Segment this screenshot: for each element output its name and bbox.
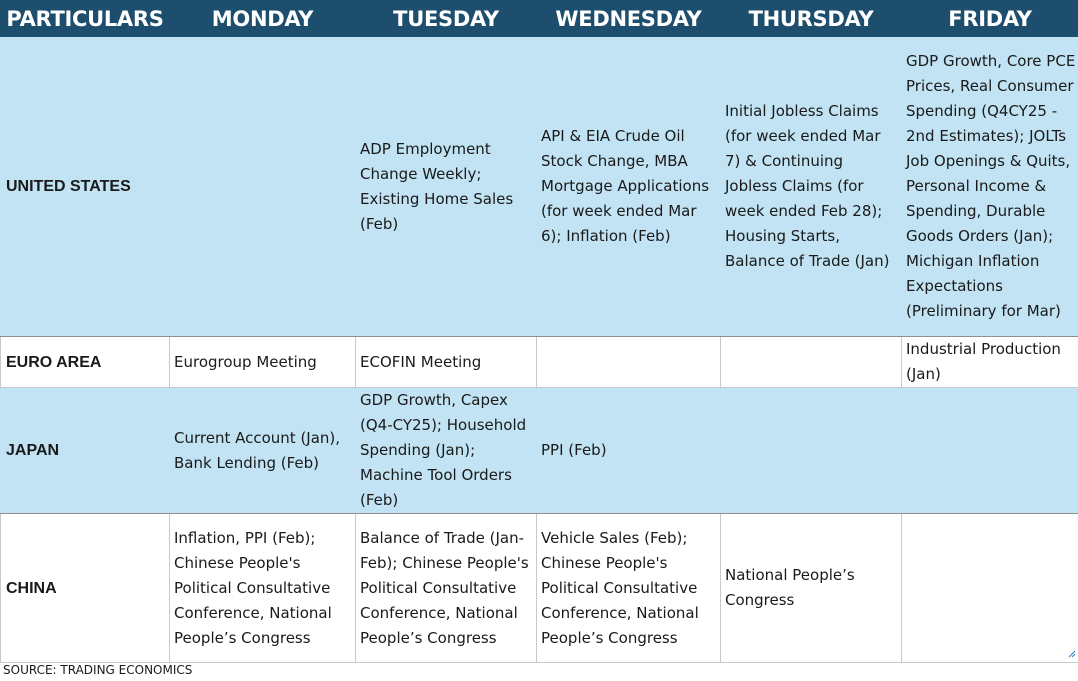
region-cell[interactable]: UNITED STATES (1, 37, 170, 337)
event-cell-thursday[interactable]: National People’s Congress (721, 514, 902, 663)
event-cell-monday[interactable]: Eurogroup Meeting (170, 337, 356, 388)
column-header-wednesday[interactable]: WEDNESDAY (537, 1, 721, 37)
column-header-friday[interactable]: FRIDAY (902, 1, 1078, 37)
region-cell[interactable]: JAPAN (1, 388, 170, 514)
table-row-japan (1, 388, 1078, 514)
header-row (1, 1, 1078, 37)
event-cell-tuesday[interactable]: ECOFIN Meeting (356, 337, 537, 388)
table-row-china (1, 514, 1078, 663)
event-cell-monday[interactable]: Inflation, PPI (Feb); Chinese People's Political Consultative Conference, National People’s Congress (170, 514, 356, 663)
table-row-united-states (1, 37, 1078, 337)
event-cell-friday[interactable]: GDP Growth, Core PCE Prices, Real Consumer Spending (Q4CY25 - 2nd Estimates); JOLTs Job Openings & Quits, Personal Income & Spending, Durable Goods Orders (Jan); Michigan Inflation Expectations (Preliminary for Mar) (902, 37, 1078, 337)
event-cell-wednesday[interactable] (537, 337, 721, 388)
region-cell[interactable]: CHINA (1, 514, 170, 663)
column-header-particulars[interactable]: PARTICULARS (1, 1, 170, 37)
event-cell-thursday[interactable] (721, 388, 902, 514)
column-header-monday[interactable]: MONDAY (170, 1, 356, 37)
region-cell[interactable]: EURO AREA (1, 337, 170, 388)
event-cell-tuesday[interactable]: ADP Employment Change Weekly; Existing Home Sales (Feb) (356, 37, 537, 337)
event-cell-friday[interactable] (902, 514, 1078, 663)
event-cell-thursday[interactable]: Initial Jobless Claims (for week ended Mar 7) & Continuing Jobless Claims (for week ended Feb 28); Housing Starts, Balance of Trade (Jan) (721, 37, 902, 337)
event-cell-thursday[interactable] (721, 337, 902, 388)
resize-handle-icon[interactable] (1068, 650, 1076, 658)
event-cell-tuesday[interactable]: GDP Growth, Capex (Q4-CY25); Household Spending (Jan); Machine Tool Orders (Feb) (356, 388, 537, 514)
event-cell-friday[interactable]: Industrial Production (Jan) (902, 337, 1078, 388)
column-header-tuesday[interactable]: TUESDAY (356, 1, 537, 37)
event-cell-monday[interactable] (170, 37, 356, 337)
source-note: SOURCE: TRADING ECONOMICS (3, 663, 193, 677)
column-header-thursday[interactable]: THURSDAY (721, 1, 902, 37)
event-cell-wednesday[interactable]: API & EIA Crude Oil Stock Change, MBA Mortgage Applications (for week ended Mar 6); Inflation (Feb) (537, 37, 721, 337)
table-row-euro-area (1, 337, 1078, 388)
event-cell-wednesday[interactable]: PPI (Feb) (537, 388, 721, 514)
event-cell-tuesday[interactable]: Balance of Trade (Jan-Feb); Chinese People's Political Consultative Conference, National People’s Congress (356, 514, 537, 663)
event-cell-wednesday[interactable]: Vehicle Sales (Feb); Chinese People's Political Consultative Conference, National People’s Congress (537, 514, 721, 663)
event-cell-monday[interactable]: Current Account (Jan), Bank Lending (Feb) (170, 388, 356, 514)
event-cell-friday[interactable] (902, 388, 1078, 514)
